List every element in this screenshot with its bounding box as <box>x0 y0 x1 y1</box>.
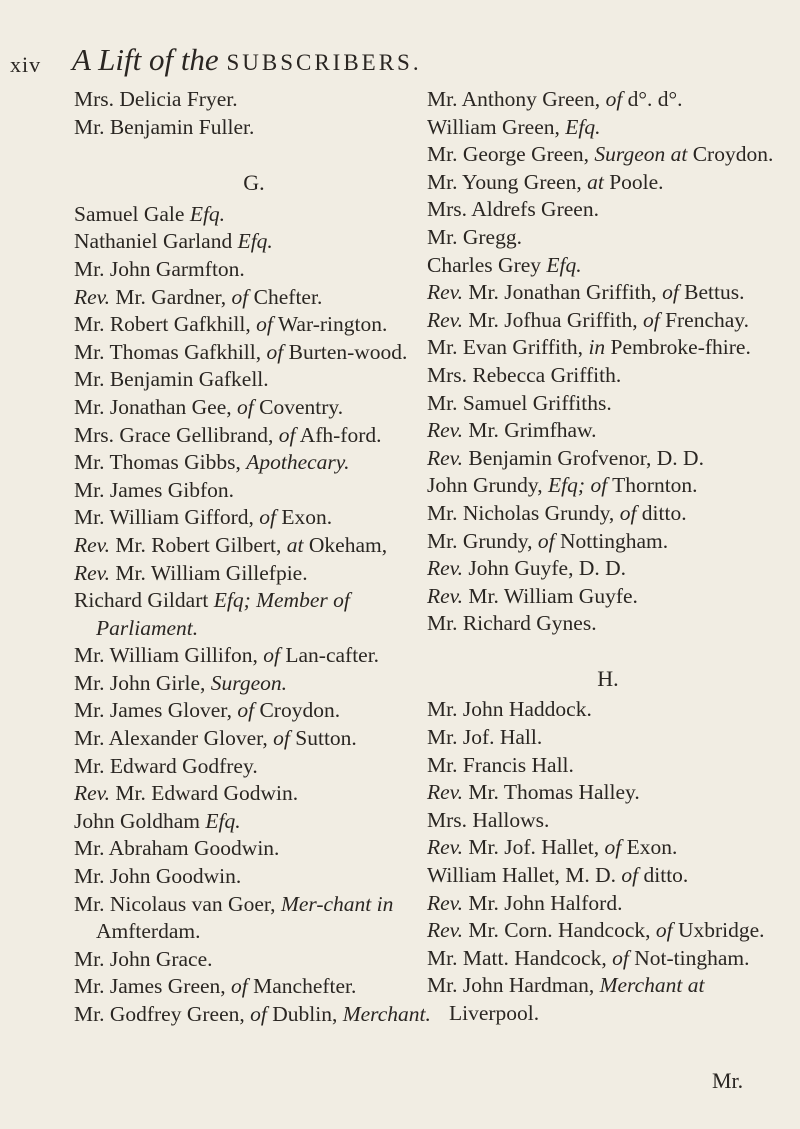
entry-text: Lan-cafter. <box>279 643 380 668</box>
subscriber-entry <box>427 890 789 918</box>
entry-text: Mr. William Guyfe. <box>463 583 638 608</box>
entry-italic-text: of <box>237 698 255 723</box>
entry-text: John Goldham <box>74 808 206 833</box>
entry-text: War-rington. <box>272 312 388 337</box>
subscriber-entry <box>427 252 789 280</box>
entry-text: Mr. George Green, <box>427 142 595 167</box>
entry-text: Mr. William Gillifon, <box>74 643 264 668</box>
entry-italic-text: of <box>231 974 248 999</box>
entry-italic-text: Rev. <box>74 781 110 806</box>
subscriber-entry <box>74 973 434 1001</box>
entry-text: Pembroke-fhire. <box>605 335 751 360</box>
entry-text: Charles Grey <box>427 252 547 277</box>
entry-text: Mr. Abraham Goodwin. <box>74 836 280 861</box>
entry-text: Mr. Thomas Gafkhill, <box>74 339 267 364</box>
entry-italic-text: Efq. <box>546 252 582 277</box>
subscriber-entry <box>427 224 789 252</box>
entry-text: Mr. Benjamin Gafkell. <box>74 367 269 392</box>
entry-italic-text: of <box>619 500 637 525</box>
entry-text: Mrs. Hallows. <box>427 807 550 832</box>
entry-text: Mr. Corn. Handcock, <box>463 918 656 943</box>
subscriber-entry <box>427 972 789 1027</box>
entry-text: Mr. John Haddock. <box>427 697 592 722</box>
entry-italic-text: Rev. <box>427 780 463 805</box>
subscriber-entry <box>74 201 434 229</box>
subscriber-entry <box>74 560 434 588</box>
entry-italic-text: at <box>587 169 604 194</box>
entry-text: G. <box>243 170 265 196</box>
subscriber-entry <box>74 670 434 698</box>
entry-italic-text: Rev. <box>427 556 463 581</box>
entry-italic-text: of <box>605 87 623 111</box>
entry-text: Mr. Edward Godfrey. <box>74 753 258 778</box>
page-title <box>72 42 422 78</box>
entry-italic-text: Efq. <box>237 229 273 254</box>
entry-text: Mr. Jof. Hallet, <box>463 835 605 860</box>
entry-text: Dublin, <box>266 1002 343 1026</box>
subscriber-entry <box>74 86 434 114</box>
subscriber-entry <box>74 891 434 946</box>
section-letter <box>74 169 434 197</box>
entry-italic-text: Rev. <box>427 583 463 608</box>
entry-text: Exon. <box>276 505 333 530</box>
entry-text: Mr. John Hardman, <box>427 973 600 998</box>
entry-text: Coventry. <box>253 394 344 419</box>
entry-text: Amfterdam. <box>96 919 201 944</box>
subscriber-entry <box>427 196 789 224</box>
entry-italic-text: Efq; Member of Parliament. <box>96 588 350 640</box>
subscriber-entry <box>427 390 789 418</box>
entry-text: John Guyfe, D. D. <box>463 556 627 581</box>
subscriber-entry <box>74 449 434 477</box>
entry-text: Mr. William Gifford, <box>74 505 260 530</box>
subscriber-entry <box>427 141 789 169</box>
entry-text: John Grundy, <box>427 473 549 498</box>
entry-text: Not-tingham. <box>628 945 750 970</box>
subscriber-entry <box>74 114 434 142</box>
entry-italic-text: Apothecary. <box>246 450 350 475</box>
entry-italic-text: of <box>642 307 660 332</box>
entry-italic-text: Mer-chant in <box>280 891 394 916</box>
subscriber-entry <box>74 835 434 863</box>
entry-text: Mr. Thomas Gibbs, <box>74 450 247 475</box>
subscriber-entry <box>74 780 434 808</box>
entry-text: Mr. Edward Godwin. <box>110 781 299 806</box>
entry-italic-text: of <box>655 918 673 943</box>
entry-text: Mr. Grundy, <box>427 528 538 553</box>
entry-italic-text: Rev. <box>427 918 463 943</box>
entry-text: Mr. Godfrey Green, <box>74 1002 251 1026</box>
subscriber-entry <box>427 862 789 890</box>
entry-italic-text: at <box>286 532 304 557</box>
entry-text: Mr. Jof. Hall. <box>427 725 543 750</box>
entry-text: Mr. Jonathan Gee, <box>74 394 238 419</box>
entry-text: Thornton. <box>607 473 698 498</box>
entry-italic-text: of <box>263 643 280 668</box>
subscriber-entry <box>74 256 434 284</box>
subscriber-entry <box>74 808 434 836</box>
entry-text: Mr. Robert Gafkhill, <box>74 312 257 337</box>
entry-italic-text: Rev. <box>427 890 463 915</box>
entry-italic-text: of <box>278 422 296 447</box>
entry-text: Mr. Matt. Handcock, <box>427 945 613 970</box>
subscriber-entry <box>74 725 434 753</box>
entry-italic-text: of <box>231 284 249 309</box>
entry-italic-text: in <box>588 335 606 360</box>
catchword: Mr. <box>712 1068 744 1093</box>
entry-text: Mr. Jofhua Griffith, <box>463 307 643 332</box>
entry-italic-text: Efq. <box>205 808 241 833</box>
entry-text: Nathaniel Garland <box>74 229 238 254</box>
subscriber-entry <box>74 366 434 394</box>
subscriber-entry <box>427 917 789 945</box>
section-letter <box>427 665 789 693</box>
subscriber-entry <box>74 946 434 974</box>
entry-text: Croydon. <box>254 698 341 723</box>
entry-text: Mr. James Gibfon. <box>74 477 235 502</box>
entry-italic-text: Rev. <box>427 280 463 305</box>
entry-text: Mr. Grimfhaw. <box>463 418 597 443</box>
subscriber-entry <box>427 334 789 362</box>
subscriber-entry <box>427 445 789 473</box>
entry-text: Mrs. Delicia Fryer. <box>74 87 238 111</box>
subscriber-entry <box>427 555 789 583</box>
entry-text: Mr. Gardner, <box>110 284 232 309</box>
entry-text: Mrs. Aldrefs Green. <box>427 197 599 222</box>
entry-italic-text: Rev. <box>427 835 463 860</box>
entry-text: Afh-ford. <box>295 422 382 447</box>
entry-italic-text: of <box>250 1002 267 1026</box>
subscriber-entry <box>74 504 434 532</box>
entry-text: Mr. Robert Gilbert, <box>110 532 287 557</box>
entry-text: Bettus. <box>678 280 745 305</box>
subscriber-entry <box>427 169 789 197</box>
subscriber-entry <box>74 587 434 642</box>
entry-text: Mr. John Goodwin. <box>74 864 242 889</box>
entry-text: Mrs. Grace Gellibrand, <box>74 422 279 447</box>
entry-text: Okeham, <box>303 532 388 557</box>
subscriber-entry <box>427 696 789 724</box>
entry-text: Uxbridge. <box>672 918 765 943</box>
subscriber-entry <box>427 86 789 114</box>
entry-text: Mrs. Rebecca Griffith. <box>427 362 622 387</box>
entry-text: Mr. James Glover, <box>74 698 238 723</box>
subscriber-entry <box>427 752 789 780</box>
subscriber-entry <box>427 114 789 142</box>
subscriber-entry <box>74 753 434 781</box>
entry-italic-text: Efq. <box>565 114 601 139</box>
entry-italic-text: of <box>273 726 290 751</box>
subscriber-entry <box>427 945 789 973</box>
entry-text: Burten-wood. <box>283 339 408 364</box>
entry-text: Mr. Nicholas Grundy, <box>427 500 620 525</box>
right-column <box>427 86 789 1028</box>
subscriber-entry <box>74 311 434 339</box>
entry-italic-text: of <box>256 312 273 337</box>
entry-text: Mr. Jonathan Griffith, <box>463 280 663 305</box>
entry-text: H. <box>597 665 619 691</box>
subscriber-entry <box>74 284 434 312</box>
subscriber-entry <box>427 779 789 807</box>
entry-text: Mr. John Girle, <box>74 670 211 695</box>
left-column <box>74 86 434 1029</box>
entry-text: Mr. John Grace. <box>74 946 213 971</box>
entry-text: Poole. <box>603 169 664 194</box>
subscriber-entry <box>74 532 434 560</box>
entry-text: Frenchay. <box>659 307 750 332</box>
entry-italic-text: of <box>662 280 679 305</box>
subscriber-entry <box>74 1001 434 1029</box>
entry-italic-text: of <box>621 863 639 888</box>
entry-text: Richard Gildart <box>74 588 214 613</box>
entry-italic-text: Rev. <box>74 560 110 585</box>
entry-text: Nottingham. <box>554 528 669 553</box>
subscriber-entry <box>74 697 434 725</box>
entry-text: Mr. Anthony Green, <box>427 87 606 111</box>
subscriber-entry <box>74 863 434 891</box>
entry-italic-text: Rev. <box>427 445 463 470</box>
entry-text: Samuel Gale <box>74 201 190 226</box>
entry-italic-text: Rev. <box>74 284 110 309</box>
entry-text: Mr. Gregg. <box>427 224 522 249</box>
entry-text: Mr. Francis Hall. <box>427 752 574 777</box>
entry-italic-text: of <box>237 394 254 419</box>
entry-italic-text: of <box>612 945 629 970</box>
entry-italic-text: Efq; of <box>548 473 608 498</box>
entry-italic-text: of <box>537 528 555 553</box>
entry-text: Mr. William Gillefpie. <box>110 560 308 585</box>
entry-text: Mr. Benjamin Fuller. <box>74 114 255 139</box>
entry-text: Chefter. <box>248 284 323 309</box>
subscriber-entry <box>427 834 789 862</box>
subscriber-entry <box>427 279 789 307</box>
entry-text: Croydon. <box>687 142 774 167</box>
entry-text: Manchefter. <box>247 974 357 999</box>
page-number: xiv <box>10 52 42 77</box>
entry-italic-text: Rev. <box>427 307 463 332</box>
subscriber-entry <box>427 610 789 638</box>
subscriber-entry <box>427 807 789 835</box>
subscriber-entry <box>74 477 434 505</box>
entry-italic-text: Surgeon at <box>594 142 688 167</box>
entry-text: Benjamin Grofvenor, D. D. <box>463 445 704 470</box>
subscriber-entry <box>427 472 789 500</box>
entry-italic-text: Efq. <box>189 201 226 226</box>
subscriber-entry <box>427 307 789 335</box>
subscriber-entry <box>427 528 789 556</box>
subscriber-entry <box>74 228 434 256</box>
entry-text: Mr. Richard Gynes. <box>427 611 597 636</box>
entry-text: William Hallet, M. D. <box>427 863 622 888</box>
entry-text: Mr. Evan Griffith, <box>427 335 589 360</box>
title-italic: A Lift of the <box>72 42 219 77</box>
entry-italic-text: Rev. <box>74 532 110 557</box>
entry-text: Exon. <box>621 835 678 860</box>
entry-italic-text: Surgeon. <box>210 670 288 695</box>
subscriber-entry <box>74 394 434 422</box>
entry-text: Sutton. <box>289 726 357 751</box>
entry-text: William Green, <box>427 114 566 139</box>
subscriber-entry <box>427 417 789 445</box>
subscriber-entry <box>427 362 789 390</box>
entry-text: d°. d°. <box>622 87 683 111</box>
subscriber-entry <box>427 500 789 528</box>
entry-italic-text: of <box>604 835 622 860</box>
entry-text: ditto. <box>638 863 689 888</box>
subscriber-entry <box>427 583 789 611</box>
entry-text: Mr. Thomas Halley. <box>463 780 640 805</box>
entry-text: ditto. <box>636 500 687 525</box>
entry-text: Liverpool. <box>449 1001 540 1025</box>
running-head <box>0 42 800 78</box>
subscriber-entry <box>74 642 434 670</box>
entry-italic-text: of <box>266 339 284 364</box>
entry-text: Mr. Alexander Glover, <box>74 726 274 751</box>
entry-text: Mr. Nicolaus van Goer, <box>74 891 281 916</box>
subscriber-entry <box>74 339 434 367</box>
entry-italic-text: of <box>259 505 276 530</box>
entry-italic-text: Rev. <box>427 418 463 443</box>
entry-italic-text: Merchant. <box>342 1002 431 1026</box>
entry-text: Mr. Samuel Griffiths. <box>427 390 612 415</box>
entry-text: Mr. Young Green, <box>427 169 588 194</box>
entry-text: Mr. John Halford. <box>463 890 623 915</box>
subscriber-entry <box>427 724 789 752</box>
entry-italic-text: Merchant at <box>599 973 705 998</box>
subscriber-entry <box>74 422 434 450</box>
entry-text: Mr. John Garmfton. <box>74 256 245 281</box>
entry-text: Mr. James Green, <box>74 974 232 999</box>
title-caps: SUBSCRIBERS. <box>226 50 422 75</box>
